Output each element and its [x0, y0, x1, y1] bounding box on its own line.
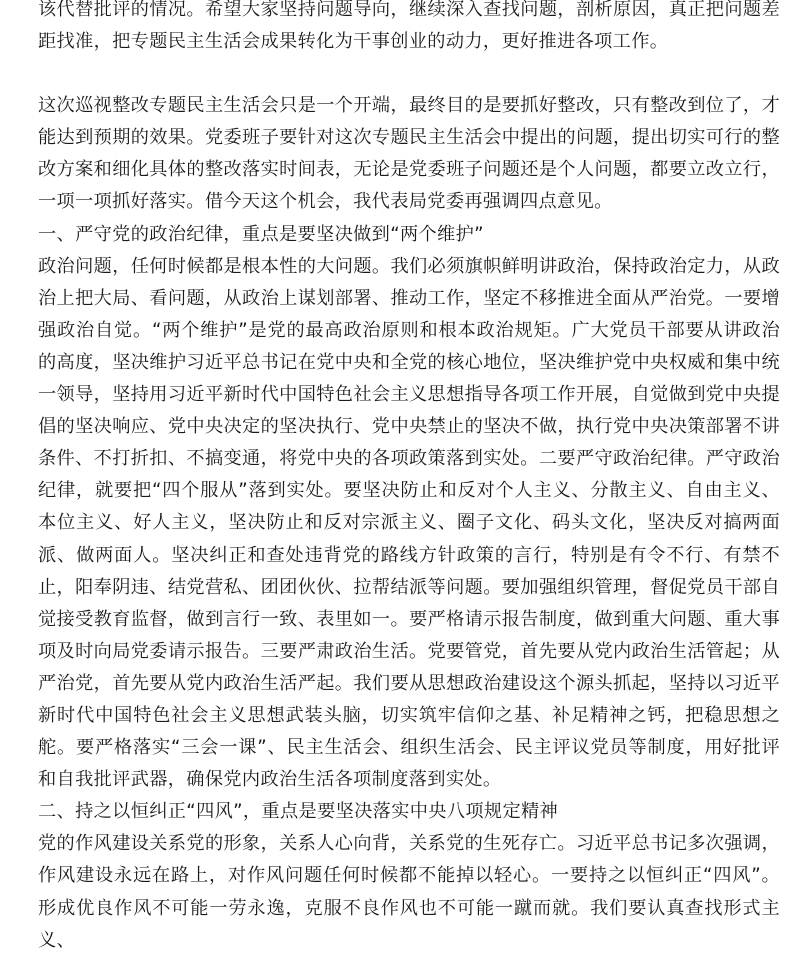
- document-body: [38, 0, 780, 957]
- paragraph-rectification: 这次巡视整改专题民主生活会只是一个开端，最终目的是要抓好整改，只有整改到位了，才能达到预期的效果。党委班子要针对这次专题民主生活会中提出的问题，提出切实可行的整改方案和细化具体的整改落实时间表，无论是党委班子问题还是个人问题，都要立改立行，一项一项抓好落实。借今天这个机会，我代表局党委再强调四点意见。: [38, 95, 780, 213]
- paragraph-gap: [38, 58, 780, 90]
- section-heading-political-discipline: 一、严守党的政治纪律，重点是要坚决做到“两个维护”: [38, 223, 484, 245]
- paragraph-intro: 该代替批评的情况。希望大家坚持问题导向，继续深入查找问题，剖析原因，真正把问题差距找准，把专题民主生活会成果转化为干事创业的动力，更好推进各项工作。: [38, 0, 780, 53]
- section-body-four-winds: 党的作风建设关系党的形象，关系人心向背，关系党的生死存亡。习近平总书记多次强调，作风建设永远在路上，对作风问题任何时候都不能掉以轻心。一要持之以恒纠正“四风”。形成优良作风不可能一劳永逸，克服不良作风也不可能一蹴而就。我们要认真查找形式主义、: [38, 833, 780, 951]
- section-heading-four-winds: 二、持之以恒纠正“四风”，重点是要坚决落实中央八项规定精神: [38, 801, 559, 823]
- section-body-political-discipline: 政治问题，任何时候都是根本性的大问题。我们必须旗帜鲜明讲政治，保持政治定力，从政治上把大局、看问题，从政治上谋划部署、推动工作，坚定不移推进全面从严治党。一要增强政治自觉。“两个维护”是党的最高政治原则和根本政治规矩。广大党员干部要从讲政治的高度，坚决维护习近平总书记在党中央和全党的核心地位，坚决维护党中央权威和集中统一领导，坚持用习近平新时代中国特色社会主义思想指导各项工作开展，自觉做到党中央提倡的坚决响应、党中央决定的坚决执行、党中央禁止的坚决不做，执行党中央决策部署不讲条件、不打折扣、不搞变通，将党中央的各项政策落到实处。二要严守政治纪律。严守政治纪律，就要把“四个服从”落到实处。要坚决防止和反对个人主义、分散主义、自由主义、本位主义、好人主义，坚决防止和反对宗派主义、圈子文化、码头文化，坚决反对搞两面派、做两面人。坚决纠正和查处违背党的路线方针政策的言行，特别是有令不行、有禁不止，阳奉阴违、结党营私、团团伙伙、拉帮结派等问题。要加强组织管理，督促党员干部自觉接受教育监督，做到言行一致、表里如一。要严格请示报告制度，做到重大问题、重大事项及时向局党委请示报告。三要严肃政治生活。党要管党，首先要从党内政治生活管起；从严治党，首先要从党内政治生活严起。我们要从思想政治建设这个源头抓起，坚持以习近平新时代中国特色社会主义思想武装头脑，切实筑牢信仰之基、补足精神之钙，把稳思想之舵。要严格落实“三会一课”、民主生活会、组织生活会、民主评议党员等制度，用好批评和自我批评武器，确保党内政治生活各项制度落到实处。: [38, 255, 780, 791]
